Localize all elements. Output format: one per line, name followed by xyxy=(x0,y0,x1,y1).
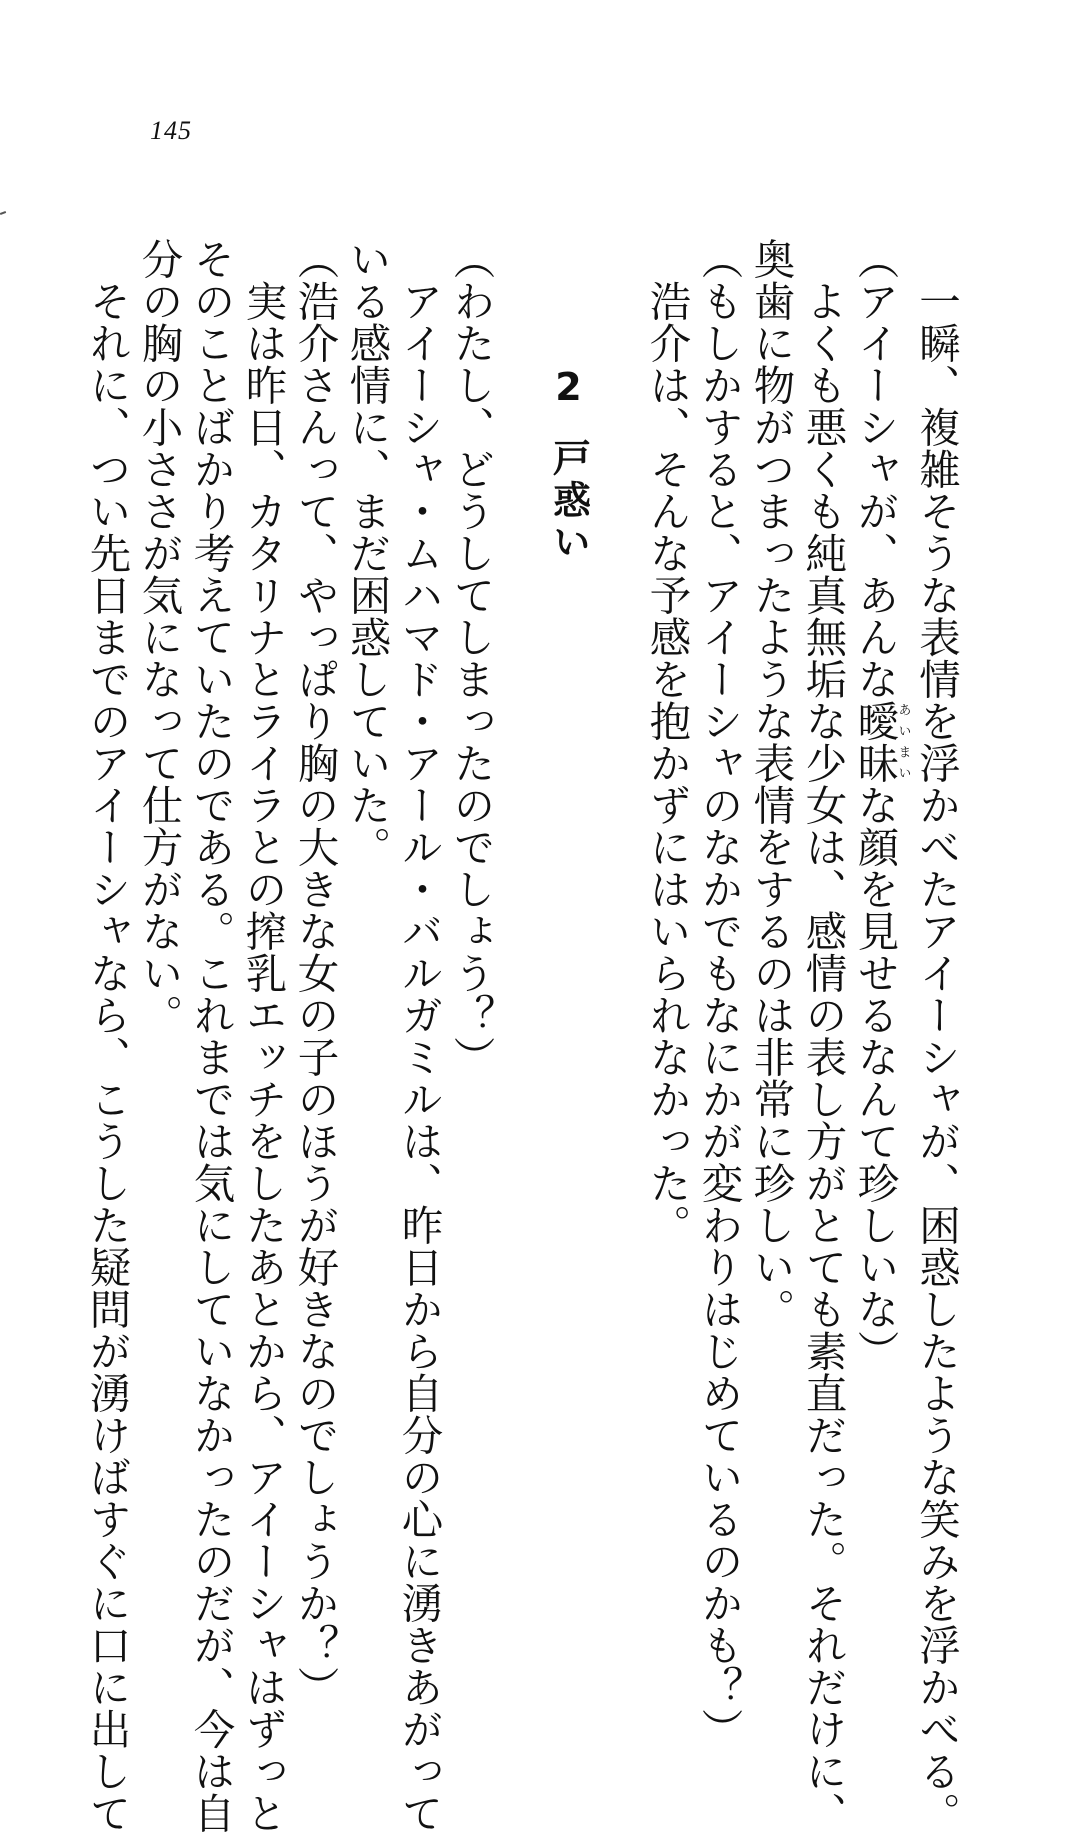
chapter-title: 戸惑い xyxy=(546,438,591,564)
body-line-8: アイーシャ・ムハマド・アール・バルガミルは、昨日から自分の心に湧きあがって xyxy=(394,279,444,1834)
body-line-14: それに、つい先日までのアイーシャなら、こうした疑問が湧けばすぐに口に出して xyxy=(82,279,132,1834)
chapter-number: 2 xyxy=(555,368,582,406)
margin-mark xyxy=(0,211,6,215)
section-gap xyxy=(595,238,641,1538)
page-number: 145 xyxy=(150,116,192,145)
chapter-heading xyxy=(543,238,595,1538)
ruby-word: 曖昧あいまい xyxy=(850,700,911,784)
body-line-11: 実は昨日、カタリナとライラとの搾乳エッチをしたあとから、アイーシャはずっと xyxy=(238,279,288,1834)
body-line-9: いる感情に、まだ困惑していた。 xyxy=(342,238,392,868)
body-line-12: そのことばかり考えていたのである。これまでは気にしていなかったのだが、今は自 xyxy=(186,238,236,1834)
vertical-text-body xyxy=(81,238,963,1834)
body-line-4: 奥歯に物がつまったような表情をするのは非常に珍しい。 xyxy=(746,238,796,1330)
body-line-1: 一瞬、複雑そうな表情を浮かべたアイーシャが、困惑したような笑みを浮かべる。 xyxy=(912,279,961,1834)
body-line-6: 浩介は、そんな予感を抱かずにはいられなかった。 xyxy=(642,279,692,1246)
body-line-5: （もしかすると、アイーシャのなかでもなにかが変わりはじめているのかも？） xyxy=(694,238,744,1750)
section-gap xyxy=(497,238,543,1538)
ruby-reading: あいまい xyxy=(895,700,911,784)
body-line-7: （わたし、どうしてしまったのでしょう？） xyxy=(446,238,496,1078)
body-line-10: （浩介さんって、やっぱり胸の大きな女の子のほうが好きなのでしょうか？） xyxy=(290,238,340,1708)
body-line-3: よくも悪くも純真無垢な少女は、感情の表し方がとても素直だった。それだけに、 xyxy=(798,279,848,1834)
body-line-2: （アイーシャが、あんな曖昧あいまいな顔を見せるなんて珍しいな） xyxy=(850,238,911,1372)
body-line-13: 分の胸の小ささが気になって仕方がない。 xyxy=(134,238,184,1036)
